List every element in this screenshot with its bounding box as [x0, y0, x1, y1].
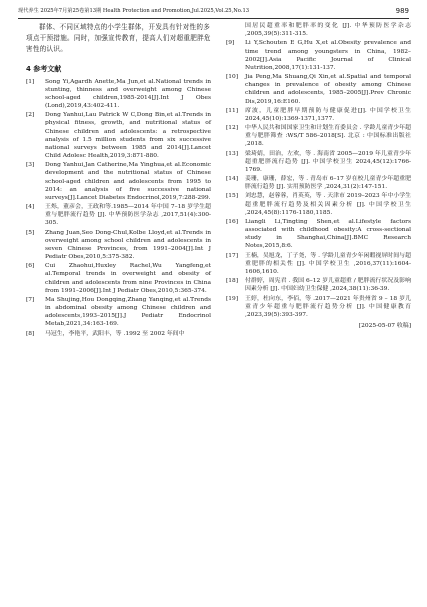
reference-text: 席波，儿童肥胖早期预防与健康促进[J]. 中国学校卫生 2024,45(10):1369-1371,1377. [245, 107, 411, 122]
reference-item [226, 252, 411, 276]
received-date: [2025-05-07 收稿] [358, 322, 411, 329]
reference-item [26, 203, 211, 227]
reference-item [226, 39, 411, 72]
reference-item [226, 73, 411, 106]
reference-item [226, 295, 411, 319]
reference-item [226, 107, 411, 123]
reference-number: [12] [226, 125, 239, 132]
reference-list-left [26, 78, 211, 338]
reference-text: 梁琦婧，田治，左欢，等 . 海南省 2005—2019 年儿童青少年超重肥胖流行趋势 [J]. 中国学校卫生 2024,45(12):1766-1769. [245, 150, 411, 173]
reference-number: [2] [26, 112, 35, 119]
reference-text: 刘忠慧，赵蓉蓉，肖英英，等 . 天津市 2019–2023 年中小学生超重肥胖流行趋势及相关因素分析 [J]. 中国学校卫生 ,2024,45(8):1176-1180,1185. [245, 193, 411, 216]
reference-item [226, 218, 411, 251]
reference-text: Dong Yanhui,Jan Catherine,Ma Yinghua,et al.Economic development and the nutritional status of Chinese school-aged children and adolescents from 1995 to 2014: an analysis of five successive national surveys[J].Lancet Diabetes Endocrinol,2019,7:288-299. [45, 162, 211, 201]
reference-text: 王楠，吴旭龙，丁子尧，等 . 学龄儿童青少年闲暇视屏时间与超重肥胖的相关性 [J]. 中国学校卫生 ,2016,37(11):1604-1606,1610. [245, 252, 411, 275]
reference-item [226, 22, 411, 38]
reference-text: 国居民超重率和肥胖率的变化 [J]. 中华预防医学杂志 ,2005,39(5):311-315. [245, 23, 411, 38]
reference-text: Ma Shujing,Hou Dongqing,Zhang Yanqing,et al.Trends in abdominal obesity among Chinese children and adolescents,1993–2015[J].J Pediatr Endocrinol Metab,2021,34:163-169. [45, 296, 211, 328]
reference-text: 王婷，杜向东，李佰，等 .2017—2021 年贵州省 9 – 18 岁儿童青少年超重与肥胖流行趋势分析 [J]. 中国健康教育 ,2023,39(5):393-397. [245, 295, 411, 318]
reference-number: [16] [226, 218, 239, 225]
reference-item [26, 111, 211, 160]
reference-number: [6] [26, 263, 35, 270]
reference-item [226, 277, 411, 293]
reference-text: 付群婷，周宪君 . 我国 6–12 岁儿童超重 / 肥胖流行状况及影响因素分析 [J]. 中国妇幼卫生保健 ,2024,38(11):36-39. [245, 278, 411, 293]
journal-info: 现代养生 2025年7月第25卷第13期 Health Protection and Promotion,Jul.2025,Vol.25,No.13 [18, 8, 250, 14]
reference-text: Cui Zhaohui,Huxley Rachel,Wu Yangfeng,et al.Temporal trends in overweight and obesity of children and adolescents from nine Provinces in China from 1991–2006[J].Int J Pediatr Obes,2010,5:365-374. [45, 263, 211, 294]
reference-number: [15] [226, 193, 239, 200]
reference-number: [3] [26, 162, 35, 169]
reference-number: [4] [26, 204, 35, 211]
references-heading: 4 参考文献 [26, 64, 62, 73]
running-header [18, 5, 409, 18]
page-number: 989 [395, 7, 409, 15]
reference-number: [8] [26, 330, 35, 337]
header-rule [18, 18, 409, 19]
reference-list-right [226, 22, 411, 319]
reference-text: 姜珊，康珊，薛宏，等 . 青岛市 6–17 岁在校儿童青少年超重肥胖流行趋势 [J]. 实用预防医学 ,2024,31(2):147-151. [245, 176, 411, 191]
reference-item [26, 262, 211, 295]
reference-number: [13] [226, 150, 239, 157]
reference-number: [11] [226, 107, 239, 114]
reference-text: Zhang Juan,Seo Dong-Chul,Kolbe Lloyd,et al.Trends in overweight among school children and adolescents in seven Chinese Provinces, from 1991–2004[J].Int J Pediatr Obes,2010,5:375-382. [45, 229, 211, 261]
reference-item [226, 150, 411, 174]
reference-text: Liangli Li,Tingting Shen,et al.Lifestyle factors associated with childhood obesity:A cross-sectional study in Shanghai,China[J].BMC Research Notes,2015,8:6. [245, 218, 411, 250]
reference-text: Dong Yanhui,Lau Patrick W C,Dong Bin,et al.Trends in physical fitness, growth, and nutritional status of Chinese children and adolescents: a retrospective analysis of 1.5 million students from six successive national surveys between 1985 and 2014[J].Lancet Child Adolesc Health,2019,3:871-880. [45, 112, 211, 160]
reference-item [26, 78, 211, 111]
reference-item [26, 296, 211, 329]
reference-text: Li Y,Schouten E G,Hu X,et al.Obesity prevalence and time trend among youngsters in China, 1982–2002[J].Asia Pacific Journal of Clinical Nutrition,2008,17(1):131-137. [245, 40, 411, 71]
reference-number: [17] [226, 252, 239, 259]
reference-item [26, 161, 211, 202]
reference-item [226, 192, 411, 216]
reference-number: [5] [26, 229, 35, 236]
right-column [226, 22, 411, 330]
reference-text: 王烁，董彦会，王政和等.1985—2014 年中国 7–18 岁学生超重与肥胖流行趋势 [J]. 中华预防医学杂志 ,2017,51(4):300-305. [45, 204, 211, 227]
reference-number: [9] [226, 40, 235, 47]
reference-number: [14] [226, 176, 239, 183]
body-paragraph: 群体、不同区域特点的小学生群体，开发具有针对性的多项点干预措施。同时，加强宣传教育，提高人们对超重肥胖危害性的认识。 [26, 23, 211, 54]
reference-text: 中华人民共和国国家卫生和计划生育委员会 . 学龄儿童青少年超重与肥胖筛查 :WS/T 586–2018[S]. 北京 : 中国标准出版社 ,2018. [245, 125, 411, 148]
reference-item [226, 175, 411, 191]
reference-item [26, 229, 211, 262]
reference-text: Song Yi,Agardh Anette,Ma Jun,et al.National trends in stunting, thinness and overweight among Chinese school-aged children,1985-2014[J].Int J Obes (Lond),2019,43:402-411. [45, 78, 211, 110]
reference-number: [18] [226, 278, 239, 285]
reference-text: 马冠生，李艳平，武阳丰，等 .1992 至 2002 年间中 [45, 330, 185, 337]
reference-item [26, 330, 211, 338]
reference-number: [1] [26, 78, 35, 85]
reference-number: [19] [226, 295, 239, 302]
reference-text: Jia Peng,Ma Shuang,Qi Xin,et al.Spatial and temporal changes in prevalence of obesity among Chinese children and adolescents, 1985–2005[J].Prev Chronic Dis,2019,16:E160. [245, 74, 411, 105]
left-column [26, 22, 211, 339]
reference-number: [7] [26, 296, 35, 303]
reference-item [226, 124, 411, 148]
reference-number [226, 22, 245, 38]
reference-number: [10] [226, 74, 239, 81]
